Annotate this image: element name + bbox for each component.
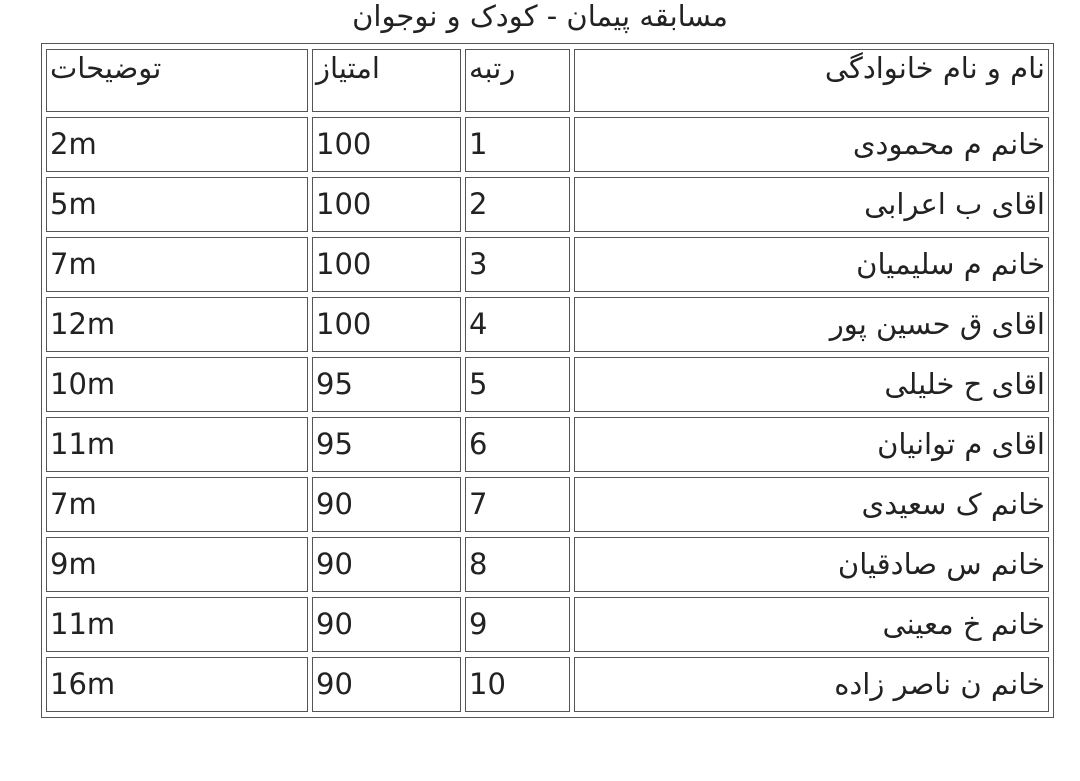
cell-notes: 12m xyxy=(46,297,308,352)
cell-score: 100 xyxy=(312,297,461,352)
cell-notes: 10m xyxy=(46,357,308,412)
table-row xyxy=(46,597,1049,652)
table-row xyxy=(46,177,1049,232)
header-rank: رتبه xyxy=(465,49,570,112)
cell-notes: 5m xyxy=(46,177,308,232)
table-row xyxy=(46,477,1049,532)
cell-rank: 8 xyxy=(465,537,570,592)
cell-score: 90 xyxy=(312,657,461,712)
table-row xyxy=(46,297,1049,352)
cell-notes: 11m xyxy=(46,417,308,472)
cell-name: خانم ک سعیدی xyxy=(574,477,1049,532)
cell-notes: 7m xyxy=(46,237,308,292)
cell-name: خانم س صادقیان xyxy=(574,537,1049,592)
cell-score: 100 xyxy=(312,237,461,292)
cell-rank: 5 xyxy=(465,357,570,412)
cell-rank: 9 xyxy=(465,597,570,652)
header-score: امتیاز xyxy=(312,49,461,112)
table-row xyxy=(46,657,1049,712)
cell-score: 100 xyxy=(312,117,461,172)
cell-score: 90 xyxy=(312,477,461,532)
cell-score: 95 xyxy=(312,357,461,412)
cell-name: خانم ن ناصر زاده xyxy=(574,657,1049,712)
cell-rank: 7 xyxy=(465,477,570,532)
cell-name: اقای ق حسین پور xyxy=(574,297,1049,352)
cell-notes: 11m xyxy=(46,597,308,652)
cell-name: اقای ح خلیلی xyxy=(574,357,1049,412)
table-row xyxy=(46,417,1049,472)
cell-rank: 4 xyxy=(465,297,570,352)
cell-name: خانم م سلیمیان xyxy=(574,237,1049,292)
cell-notes: 2m xyxy=(46,117,308,172)
cell-score: 100 xyxy=(312,177,461,232)
table-row xyxy=(46,117,1049,172)
cell-rank: 1 xyxy=(465,117,570,172)
cell-notes: 7m xyxy=(46,477,308,532)
cell-rank: 6 xyxy=(465,417,570,472)
results-table xyxy=(41,43,1054,718)
cell-name: خانم خ معینی xyxy=(574,597,1049,652)
header-name: نام و نام خانوادگی xyxy=(574,49,1049,112)
cell-name: اقای ب اعرابی xyxy=(574,177,1049,232)
table-row xyxy=(46,537,1049,592)
page-title: مسابقه پیمان - کودک و نوجوان xyxy=(352,0,728,33)
header-notes: توضیحات xyxy=(46,49,308,112)
cell-rank: 3 xyxy=(465,237,570,292)
cell-score: 90 xyxy=(312,597,461,652)
cell-rank: 2 xyxy=(465,177,570,232)
table-row xyxy=(46,237,1049,292)
cell-rank: 10 xyxy=(465,657,570,712)
cell-score: 90 xyxy=(312,537,461,592)
cell-name: اقای م توانیان xyxy=(574,417,1049,472)
table-header-row xyxy=(46,49,1049,112)
cell-notes: 16m xyxy=(46,657,308,712)
table-row xyxy=(46,357,1049,412)
cell-score: 95 xyxy=(312,417,461,472)
cell-name: خانم م محمودی xyxy=(574,117,1049,172)
cell-notes: 9m xyxy=(46,537,308,592)
results-table-body xyxy=(46,49,1049,712)
